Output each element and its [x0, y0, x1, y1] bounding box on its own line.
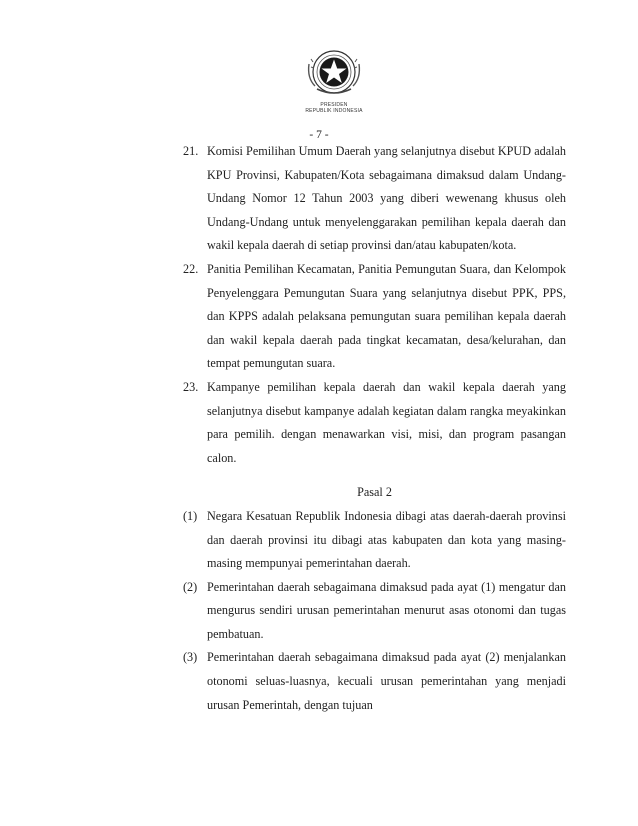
article-paragraph-2: [183, 576, 566, 647]
document-body: [183, 140, 566, 717]
emblem-caption-title: PRESIDEN: [320, 102, 348, 108]
page-number: - 7 -: [309, 129, 329, 141]
definition-number: 21.: [183, 144, 199, 158]
definition-number: 22.: [183, 261, 199, 276]
definition-text: Panitia Pemilihan Kecamatan, Panitia Pemungutan Suara, dan Kelompok Penyelenggara Pemungutan Suara yang selanjutnya disebut PPK, PPS, dan KPPS adalah pelaksana pemungutan suara pemilihan kepala daerah dan wakil kepala daerah pada tingkat kecamatan, desa/kelurahan, dan tempat pemungutan suara.: [207, 261, 566, 371]
emblem-caption-country: REPUBLIK INDONESIA: [305, 108, 363, 114]
presidential-emblem: [287, 42, 381, 120]
definition-text: Kampanye pemilihan kepala daerah dan wakil kepala daerah yang selanjutnya disebut kampanye adalah kegiatan dalam rangka meyakinkan para pemilih. dengan menawarkan visi, misi, dan program pasangan calon.: [207, 379, 566, 465]
definition-item-22: [183, 258, 566, 376]
definition-item-23: [183, 376, 566, 470]
article-heading: Pasal 2: [357, 485, 392, 500]
definition-item-21: [183, 140, 566, 258]
paragraph-number: (1): [183, 508, 198, 523]
paragraph-number: (2): [183, 579, 198, 594]
definition-text: Komisi Pemilihan Umum Daerah yang selanjutnya disebut KPUD adalah KPU Provinsi, Kabupaten/Kota sebagaimana dimaksud dalam Undang-Undang Nomor 12 Tahun 2003 yang diberi wewenang khusus oleh Undang-Undang untuk menyelenggarakan pemilihan kepala daerah dan wakil kepala daerah di setiap provinsi dan/atau kabupaten/kota.: [207, 144, 566, 253]
definition-number: 23.: [183, 379, 199, 394]
garuda-seal-icon: [287, 42, 381, 102]
article-paragraph-1: [183, 505, 566, 576]
paragraph-text: Pemerintahan daerah sebagaimana dimaksud pada ayat (2) menjalankan otonomi seluas-luasnya, kecuali urusan pemerintahan yang menjadi urusan Pemerintah, dengan tujuan: [207, 650, 566, 712]
paragraph-text: Negara Kesatuan Republik Indonesia dibagi atas daerah-daerah provinsi dan daerah provinsi itu dibagi atas kabupaten dan kota yang masing-masing mempunyai pemerintahan daerah.: [207, 508, 566, 571]
paragraph-text: Pemerintahan daerah sebagaimana dimaksud pada ayat (1) mengatur dan mengurus sendiri urusan pemerintahan menurut asas otonomi dan tugas pembatuan.: [207, 579, 566, 641]
paragraph-number: (3): [183, 650, 198, 665]
article-paragraph-3: [183, 646, 566, 717]
